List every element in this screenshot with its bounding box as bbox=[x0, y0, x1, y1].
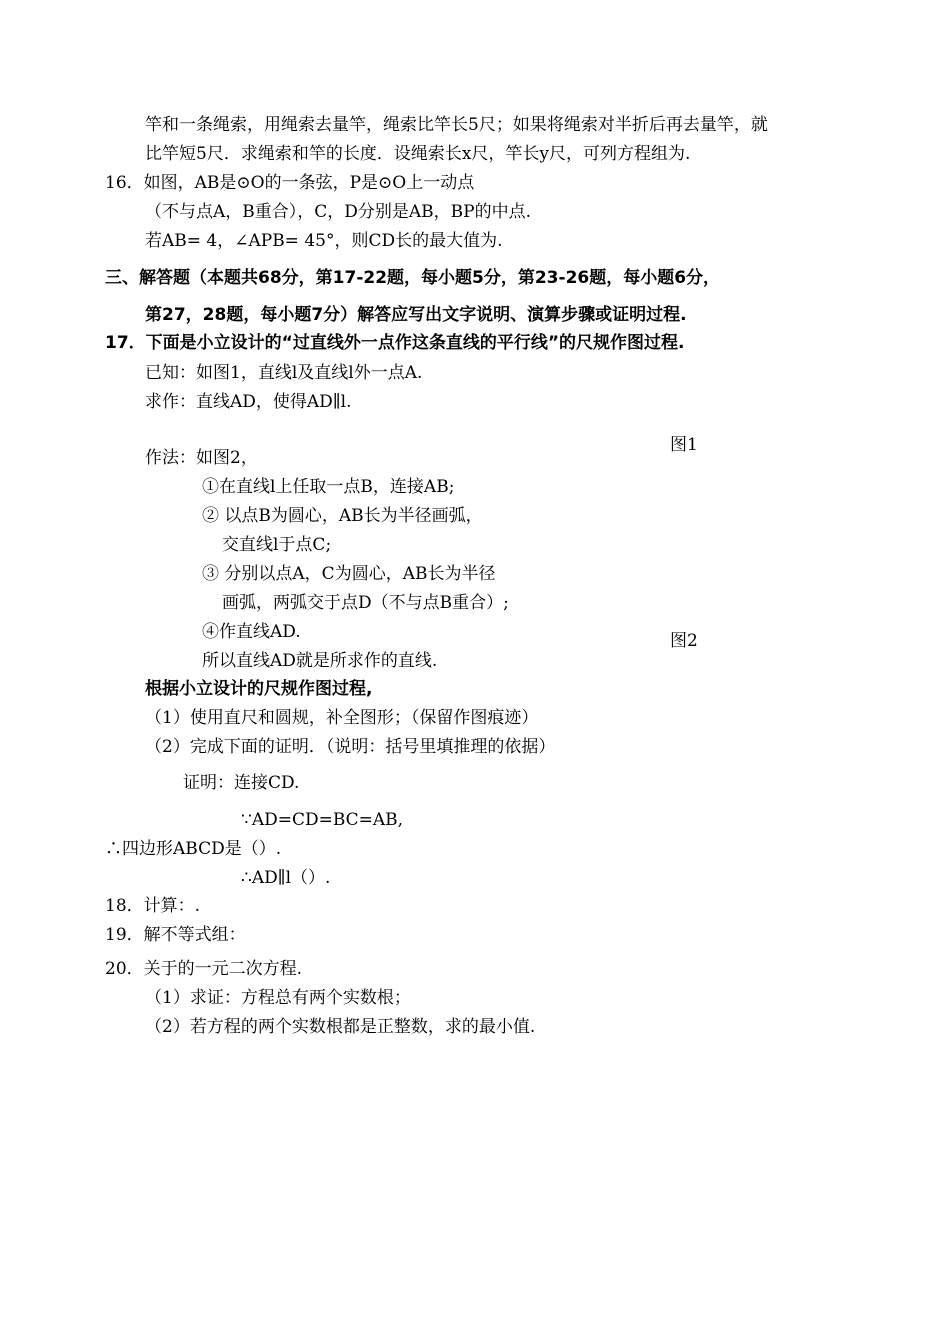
text-line: 证明：连接CD. bbox=[183, 773, 300, 793]
text-line: 竿和一条绳索，用绳索去量竿，绳索比竿长5尺；如果将绳索对半折后再去量竿，就 bbox=[145, 115, 768, 135]
text-line: 根据小立设计的尺规作图过程, bbox=[145, 679, 373, 699]
text-line: 交直线l于点C; bbox=[222, 535, 332, 555]
text-line: ④作直线AD. bbox=[202, 622, 301, 642]
text-line: ∵AD=CD=BC=AB, bbox=[241, 810, 404, 830]
text-line: 16．如图，AB是⊙O的一条弦，P是⊙O上一动点 bbox=[105, 173, 475, 193]
text-line: 比竿短5尺．求绳索和竿的长度．设绳索长x尺，竿长y尺，可列方程组为. bbox=[145, 144, 691, 164]
text-line: 19．解不等式组： bbox=[105, 925, 246, 945]
text-line: 画弧，两弧交于点D（不与点B重合）; bbox=[222, 593, 509, 613]
text-line: 作法：如图2， bbox=[145, 448, 258, 468]
text-line: （不与点A，B重合），C，D分别是AB，BP的中点. bbox=[145, 202, 532, 222]
text-line: 第27，28题，每小题7分）解答应写出文字说明、演算步骤或证明过程. bbox=[145, 305, 687, 325]
text-line: 求作：直线AD，使得AD∥l. bbox=[145, 392, 352, 412]
figure-2-label: 图2 bbox=[670, 631, 698, 651]
text-line: ∴AD∥l（）. bbox=[241, 868, 331, 888]
text-line: ①在直线l上任取一点B，连接AB; bbox=[202, 477, 455, 497]
text-line: ② 以点B为圆心，AB长为半径画弧， bbox=[202, 506, 483, 526]
text-line: （1）求证：方程总有两个实数根； bbox=[145, 988, 411, 1008]
text-line: 17．下面是小立设计的“过直线外一点作这条直线的平行线”的尺规作图过程. bbox=[105, 333, 685, 353]
text-line: 若AB= 4，∠APB= 45°，则CD长的最大值为. bbox=[145, 231, 503, 251]
text-line: （2）若方程的两个实数根都是正整数，求的最小值. bbox=[145, 1017, 536, 1037]
text-line: 20．关于的一元二次方程. bbox=[105, 959, 303, 979]
text-line: 三、解答题（本题共68分，第17-22题，每小题5分，第23-26题，每小题6分， bbox=[105, 268, 721, 288]
text-line: 18．计算：. bbox=[105, 896, 201, 916]
text-line: （1）使用直尺和圆规，补全图形；（保留作图痕迹） bbox=[145, 708, 539, 728]
text-line: ∴四边形ABCD是（）. bbox=[105, 839, 282, 859]
text-line: 已知：如图1，直线l及直线l外一点A. bbox=[145, 363, 423, 383]
text-line: （2）完成下面的证明．（说明：括号里填推理的依据） bbox=[145, 737, 556, 757]
figure-1-label: 图1 bbox=[670, 435, 698, 455]
text-line: 所以直线AD就是所求作的直线. bbox=[202, 651, 438, 671]
text-line: ③ 分别以点A，C为圆心，AB长为半径 bbox=[202, 564, 496, 584]
